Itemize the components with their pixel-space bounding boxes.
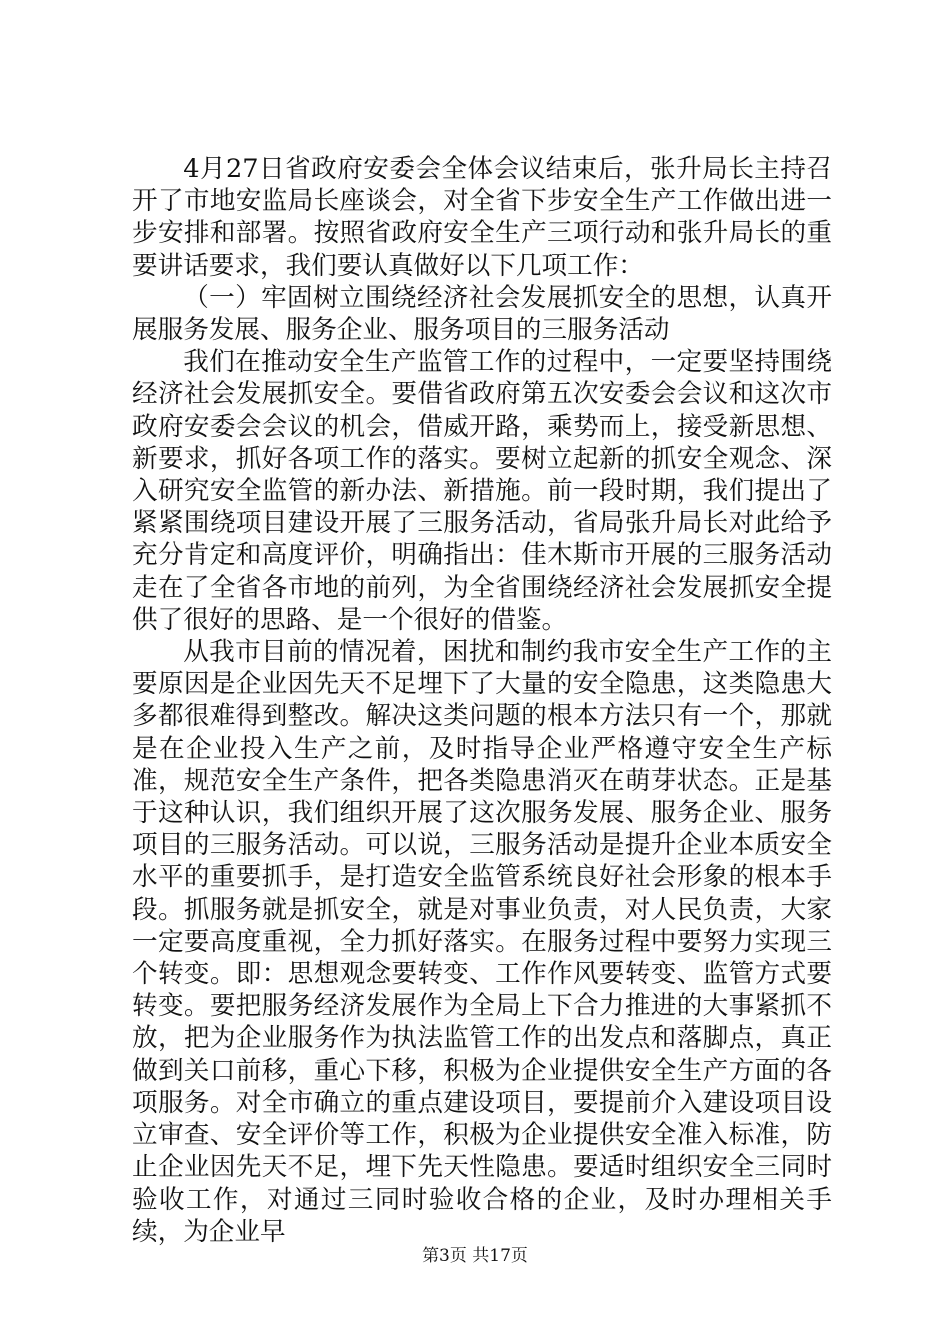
page-footer: 第3页 共17页 <box>422 1246 528 1266</box>
document-body <box>132 153 832 1248</box>
paragraph-intro: 4月27日省政府安委会全体会议结束后，张升局长主持召开了市地安监局长座谈会，对全省下步安全生产工作做出进一步安排和部署。按照省政府安全生产三项行动和张升局长的重要讲话要求，我们要认真做好以下几项工作： <box>132 154 832 281</box>
paragraph-body-1: 我们在推动安全生产监管工作的过程中，一定要坚持围绕经济社会发展抓安全。要借省政府第五次安委会会议和这次市政府安委会会议的机会，借威开路，乘势而上，接受新思想、新要求，抓好各项工作的落实。要树立起新的抓安全观念、深入研究安全监管的新办法、新措施。前一段时期，我们提出了紧紧围绕项目建设开展了三服务活动，省局张升局长对此给予充分肯定和高度评价，明确指出：佳木斯市开展的三服务活动走在了全省各市地的前列，为全省围绕经济社会发展抓安全提供了很好的思路、是一个很好的借鉴。 <box>132 347 832 635</box>
section-heading: （一）牢固树立围绕经济社会发展抓安全的思想，认真开展服务发展、服务企业、服务项目的三服务活动 <box>132 282 832 346</box>
paragraph-body-2: 从我市目前的情况着，困扰和制约我市安全生产工作的主要原因是企业因先天不足埋下了大量的安全隐患，这类隐患大多都很难得到整改。解决这类问题的根本方法只有一个，那就是在企业投入生产之前，及时指导企业严格遵守安全生产标准，规范安全生产条件，把各类隐患消灭在萌芽状态。正是基于这种认识，我们组织开展了这次服务发展、服务企业、服务项目的三服务活动。可以说，三服务活动是提升企业本质安全水平的重要抓手，是打造安全监管系统良好社会形象的根本手段。抓服务就是抓安全，就是对事业负责，对人民负责，大家一定要高度重视，全力抓好落实。在服务过程中要努力实现三个转变。即：思想观念要转变、工作作风要转变、监管方式要转变。要把服务经济发展作为全局上下合力推进的大事紧抓不放，把为企业服务作为执法监管工作的出发点和落脚点，真正做到关口前移，重心下移，积极为企业提供安全生产方面的各项服务。对全市确立的重点建设项目，要提前介入建设项目设立审查、安全评价等工作，积极为企业提供安全准入标准，防止企业因先天不足，埋下先天性隐患。要适时组织安全三同时验收工作，对通过三同时验收合格的企业，及时办理相关手续，为企业早 <box>132 637 832 1247</box>
